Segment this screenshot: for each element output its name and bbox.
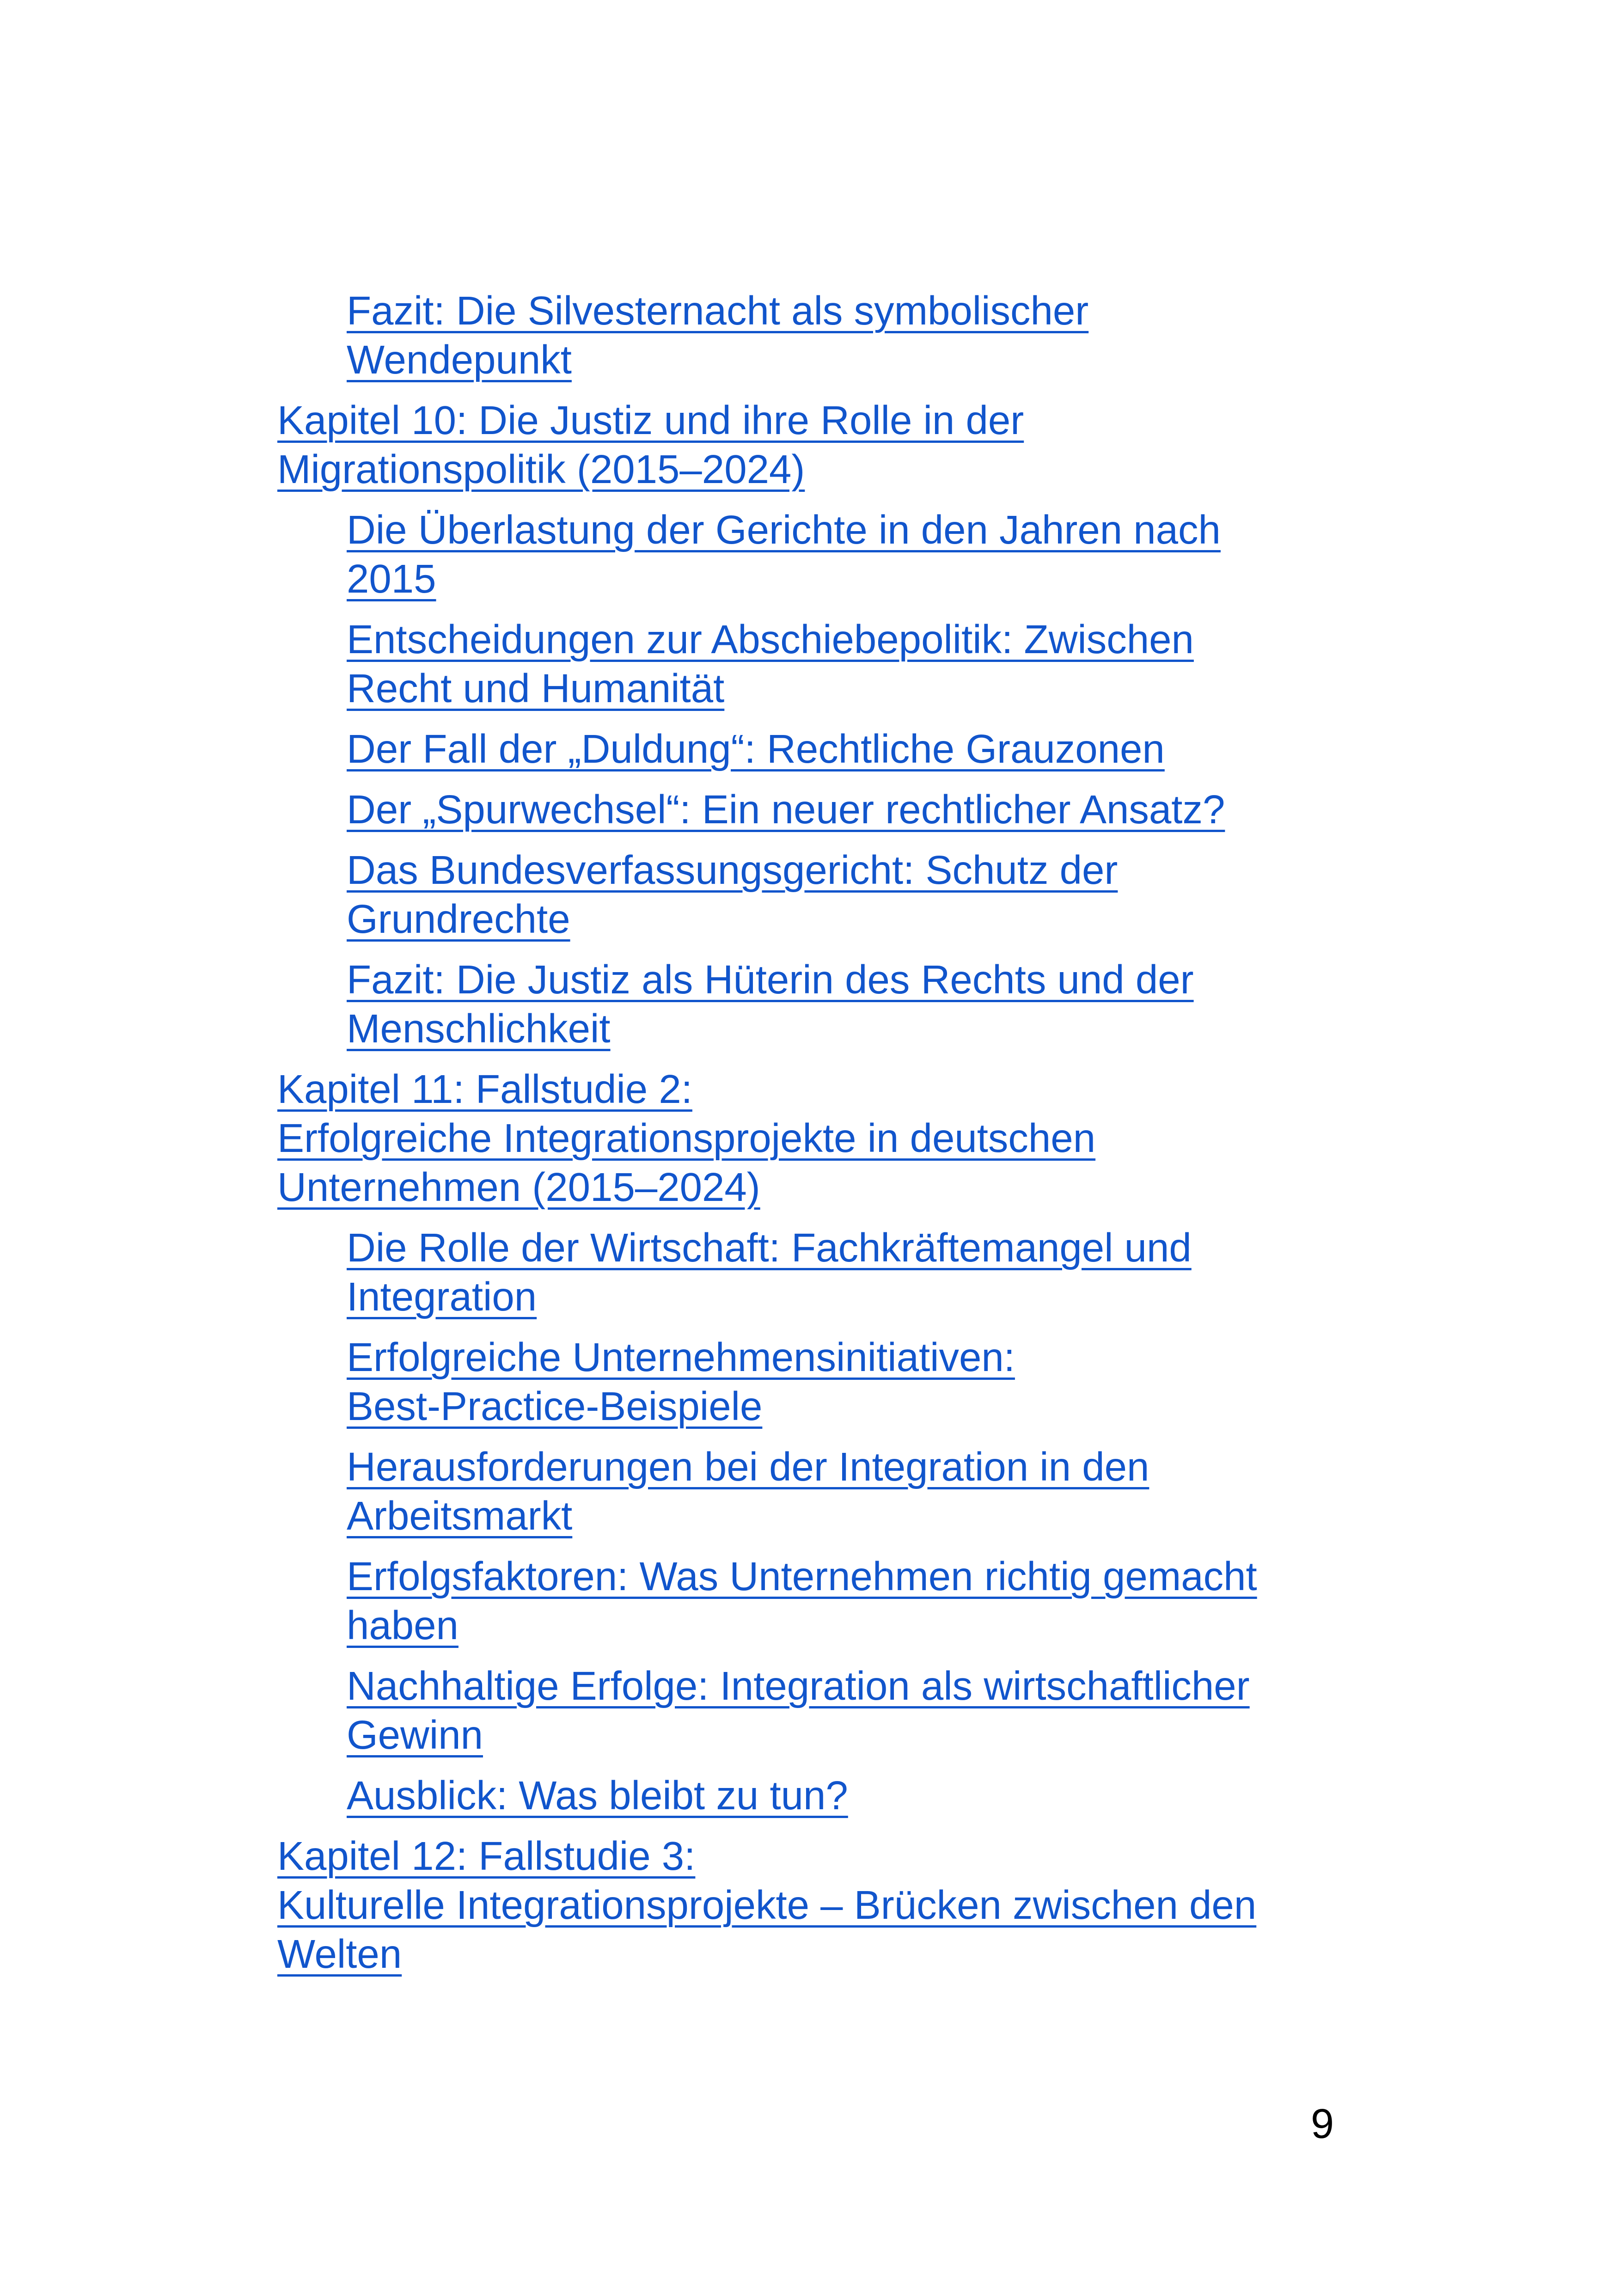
toc-link-erfolgsfaktoren[interactable]: Erfolgsfaktoren: Was Unternehmen richtig gemacht haben: [347, 1554, 1257, 1648]
toc-link-rolle-wirtschaft[interactable]: Die Rolle der Wirtschaft: Fachkräftemangel und Integration: [347, 1225, 1192, 1319]
toc-link-abschiebepolitik[interactable]: Entscheidungen zur Abschiebepolitik: Zwischen Recht und Humanität: [347, 617, 1194, 711]
toc-link-kapitel-12[interactable]: Kapitel 12: Fallstudie 3: Kulturelle Integrationsprojekte – Brücken zwischen den Welten: [277, 1834, 1257, 1977]
toc-link-bundesverfassungsgericht[interactable]: Das Bundesverfassungsgericht: Schutz der Grundrechte: [347, 848, 1118, 942]
toc-link-ausblick[interactable]: Ausblick: Was bleibt zu tun?: [347, 1773, 848, 1818]
toc-link-fazit-justiz[interactable]: Fazit: Die Justiz als Hüterin des Rechts und der Menschlichkeit: [347, 957, 1194, 1051]
page-number: 9: [1311, 2101, 1334, 2147]
toc-link-nachhaltige-erfolge[interactable]: Nachhaltige Erfolge: Integration als wirtschaftlicher Gewinn: [347, 1664, 1250, 1757]
toc-link-ueberlastung-gerichte[interactable]: Die Überlastung der Gerichte in den Jahren nach 2015: [347, 508, 1221, 601]
toc-link-fazit-silvesternacht[interactable]: Fazit: Die Silvesternacht als symbolischer Wendepunkt: [347, 288, 1089, 382]
toc-link-herausforderungen-arbeitsmarkt[interactable]: Herausforderungen bei der Integration in den Arbeitsmarkt: [347, 1445, 1149, 1538]
toc-link-kapitel-10[interactable]: Kapitel 10: Die Justiz und ihre Rolle in der Migrationspolitik (2015–2024): [277, 398, 1024, 492]
toc-link-duldung[interactable]: Der Fall der „Duldung“: Rechtliche Grauzonen: [347, 727, 1165, 771]
toc-link-kapitel-11[interactable]: Kapitel 11: Fallstudie 2: Erfolgreiche Integrationsprojekte in deutschen Unternehmen (2015–2024): [277, 1067, 1096, 1210]
toc-link-unternehmensinitiativen[interactable]: Erfolgreiche Unternehmensinitiativen: Best-Practice-Beispiele: [347, 1335, 1015, 1429]
table-of-contents: [277, 287, 1350, 1990]
toc-link-spurwechsel[interactable]: Der „Spurwechsel“: Ein neuer rechtlicher Ansatz?: [347, 787, 1225, 832]
